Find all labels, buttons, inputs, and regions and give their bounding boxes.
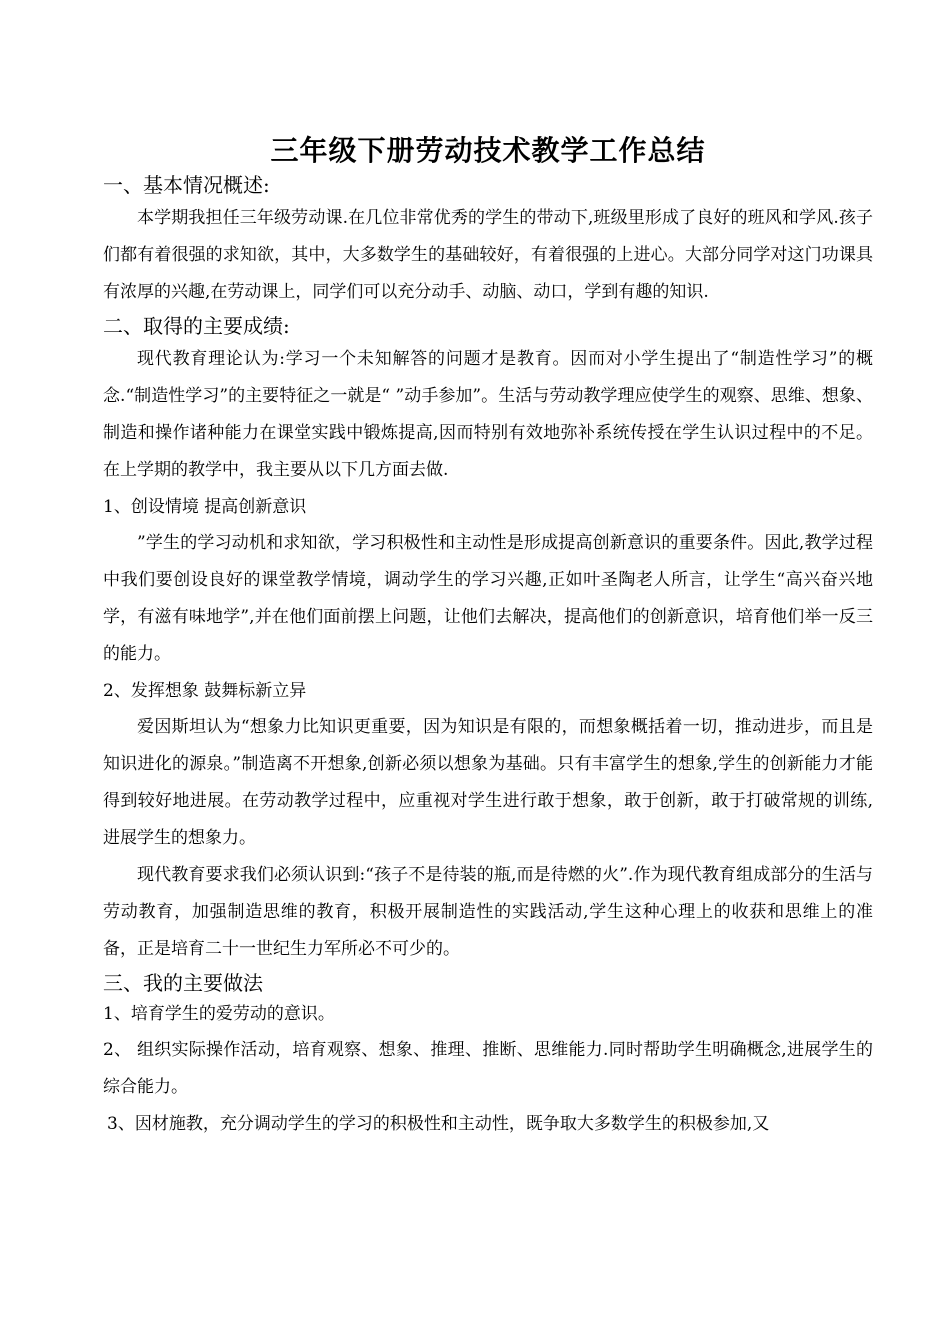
paragraph-modern-education: 现代教育要求我们必须认识到:“孩子不是待装的瓶,而是待燃的火”.作为现代教育组成部分的生活与劳动教育，加强制造思维的教育，积极开展制造性的实践活动,学生这种心理上的收获和思维上的准备，正是培育二十一世纪生力军所必不可少的。: [103, 865, 873, 959]
subheading-create-situations: 1、创设情境 提高创新意识: [103, 497, 307, 517]
section-heading-main-achievements: 二、取得的主要成绩:: [103, 314, 290, 338]
document-page: [103, 132, 873, 1142]
section-heading-main-practices: 三、我的主要做法: [103, 971, 263, 995]
subheading-imagination: 2、发挥想象 鼓舞标新立异: [103, 681, 307, 701]
paragraph-create-situations: ”学生的学习动机和求知欲，学习积极性和主动性是形成提高创新意识的重要条件。因此,教学过程中我们要创设良好的课堂教学情境，调动学生的学习兴趣,正如叶圣陶老人所言，让学生“高兴奋兴地学，有滋有味地学”,并在他们面前摆上问题，让他们去解决，提高他们的创新意识，培育他们举一反三的能力。: [103, 533, 873, 664]
paragraph-imagination: 爱因斯坦认为“想象力比知识更重要，因为知识是有限的，而想象概括着一切，推动进步，而且是知识进化的源泉。”制造离不开想象,创新必须以想象为基础。只有丰富学生的想象,学生的创新能力才能得到较好地进展。在劳动教学过程中，应重视对学生进行敢于想象，敢于创新，敢于打破常规的训练,进展学生的想象力。: [103, 717, 873, 848]
list-item-practice-1: 1、培育学生的爱劳动的意识。: [103, 1004, 335, 1024]
section-heading-basic-overview: 一、基本情况概述:: [103, 173, 270, 197]
list-item-practice-3: 3、因材施教，充分调动学生的学习的积极性和主动性，既争取大多数学生的积极参加,又: [107, 1114, 770, 1134]
document-title: 三年级下册劳动技术教学工作总结: [270, 134, 706, 167]
paragraph-basic-overview: 本学期我担任三年级劳动课.在几位非常优秀的学生的带动下,班级里形成了良好的班风和学风.孩子们都有着很强的求知欲，其中，大多数学生的基础较好，有着很强的上进心。大部分同学对这门功课具有浓厚的兴趣,在劳动课上，同学们可以充分动手、动脑、动口，学到有趣的知识.: [103, 208, 873, 302]
paragraph-achievements-intro: 现代教育理论认为:学习一个未知解答的问题才是教育。因而对小学生提出了“制造性学习”的概念.“制造性学习”的主要特征之一就是“ ”动手参加”。生活与劳动教学理应使学生的观察、思维、想象、制造和操作诸种能力在课堂实践中锻炼提高,因而特别有效地弥补系统传授在学生认识过程中的不足。在上学期的教学中，我主要从以下几方面去做.: [103, 349, 873, 480]
list-item-practice-2: 2、 组织实际操作活动，培育观察、想象、推理、推断、思维能力.同时帮助学生明确概念,进展学生的综合能力。: [103, 1040, 873, 1097]
